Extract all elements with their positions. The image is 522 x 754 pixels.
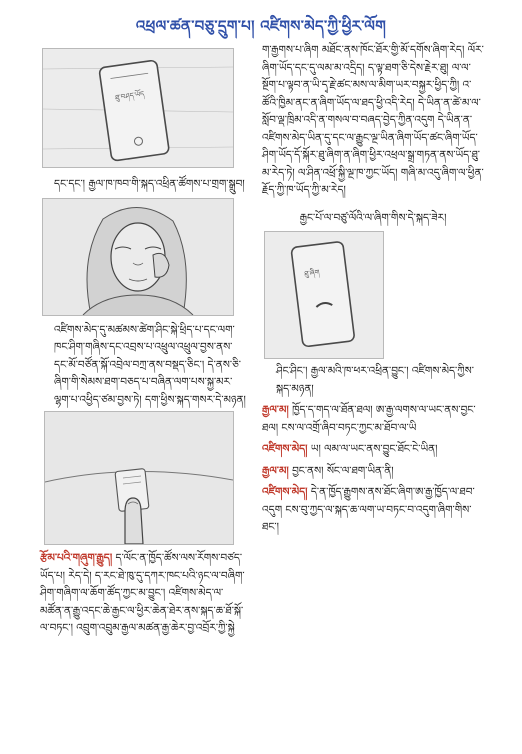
- story-paragraph: [40, 550, 246, 638]
- left-column: [40, 48, 246, 638]
- phone-sketch-drawing: [43, 49, 233, 167]
- dialogue-text: བྱང་ནས། སོང་ལ་ཐག་ཡིན་ནི།: [292, 464, 394, 477]
- speaker-label: འཛིགས་མེད།: [262, 486, 308, 498]
- right-paragraph-1: ག་རྒྱགས་པ་ཞིག མཐོང་ནས་ཁོང་ཐོར་གྱི་མོ་དགོས་ཞིག་རེད། ལོར་ཞིག་ཡོད་དང་དུ་ལམ་མ་འདྲིད། ད་ལྟ་ཐག་ཅི་དེས་རྗེར་ཐུ། ལ་ལ་སྔོག་པ་ལྟབ་ན་ཡི་དྭ་རྗེ་ཚང་མས་ལ་མིག་ཡར་བསྐྱར་ཕྱིད་ཀྱི། འ་ཚོའི་ཁྱིམ་ནང་ན་ཞིག་ཡོད་ལ་ཐད་ཕྱི་འདི་རེད། དེ་ཡིན་ན་ཚེ་མ་ལ་སློབ་ལྡ་ཁྲིམ་འདི་ན་གསལ་བ་བཞད་བྱེད་ཀྱིན་འདུག དེ་ཡིན་ན་འཛིགས་མེད་ཡིན་དུ་དང་ལ་རྒྱུང་ལྔ་ཡིན་ཞིག་ཡོད་ཚང་ཞིག་ཡོད་ཤིག་ཡོད་དོ་སྐོར་ཐུ་ཞིག་ན་ཞིག་ཕྱིར་འཕྲལ་སྒྲ་གཏན་ནས་ཡོད་ཐུ་མ་རེད་ཏེ། ལ་ཤིན་འཕྲོ་སྐྱི་ལྔ་ཁ་ཀྱང་ཡོད། གཞི་མ་འདུ་ཞིག་ལ་ཕྱིན་རྗོད་ཀྱི་ཁ་ཡོད་ཀྱི་མ་རེད།: [262, 44, 484, 196]
- phone-call-screen-text: ཐུ་ཞིག: [303, 268, 321, 279]
- phone-call-sketch-drawing: [265, 232, 383, 358]
- right-column: [262, 42, 484, 537]
- sketch-phone-call: [264, 231, 384, 359]
- caption-top-right: རྒྱང་པོ་ལ་བཙུ་ལོའི་ལ་ཞིག་གིས་དེ་སྐད་ཟེར།: [299, 211, 447, 224]
- story-text: ད་ལོང་ན་ཁྱོད་ཚོས་ལས་རོགས་བཙད་ཡོད་པ། རེད་དེ། ད་རང་ཐེ་ཁུ་དུ་དཀར་ཁང་པའི་ཉང་ལ་བཞིག་ཤིག་གཞིག་ལ་ཆོག་ཚོད་ཀྱང་མ་བྱུང་། འཛིགས་མེད་ལ་མཚོན་ན་རྒྱུ་འདང་ཆེ་རྒྱང་ལ་ཕྱིར་ཆེན་ཐེར་ནས་སྐད་ཆ་ཐོ་སྐོ་ལ་བཏང་། འབྲུག་འབྲུམ་རྒྱལ་མཚན་རྒྱ་ཆེར་བྱ་འབྲོར་ཀྱི་སྐྱེ: [40, 552, 245, 634]
- dialogue-text: ཡ། ལམ་ལ་ཡང་ནས་བྱུང་ཐོང་ངེ་ཡིན།: [310, 443, 438, 455]
- sketch-phone-call-wrap: [262, 231, 484, 359]
- sketch-finger-on-phone: [44, 411, 234, 545]
- dialogue-line-2: [262, 441, 484, 459]
- sketch-crying-person: [42, 198, 234, 316]
- caption-2: འཛིགས་མེད་དུ་མཚམས་ཚེག་ཤིང་སྐེ་ཕྲིད་པ་དང་ལག་ཁང་ཤིག་གཞིས་དང་འབྲས་པ་འཕྲུལ་འཕྲུལ་བྱས་ནས་དང་མོ་བཙོན་སྐོ་འབྲེལ་བཀྲ་ནས་བསྡད་ཅིང་། དེ་ནས་ཅི་ཞིག་གི་སེམས་ཐག་བཅད་པ་བཞིན་ལག་པས་སྐྱ་མར་ལྷག་པ་འཕྱིད་ཙམ་བྱས་ཏེ། དག་ཕྱིས་སྐད་གསར་དེ་མཉན།: [54, 323, 246, 406]
- story-label: རྩོམ་པའི་གཞུག་རྒྱུད།: [40, 552, 113, 564]
- speaker-label: རྒྱལ་མ།: [262, 404, 289, 416]
- dialogue-text: ཁྱོད་ད་གད་ལ་ཐོན་ཐལ། ཨ་རྒྱ་ལགས་ལ་ཡང་ནས་བྱང་ཐལ། ངས་ལ་འགྲོ་ཞིབ་བཏང་ཀྱང་མ་ཐོབ་ལ་ཡི: [262, 404, 476, 434]
- dialogue-line-4: [262, 484, 484, 537]
- finger-sketch-drawing: [45, 412, 233, 544]
- dialogue-text: དེ་ན་ཁྱོད་རྒྱུགས་ནས་ཐོང་ཞིག་ཨ་རྒྱ་ཁྱོད་ལ་ཐབ་འདུག ངས་བུ་ཀྱད་ལ་སྐད་ཆ་ལག་ཡ་བཏང་བ་འདུག་ཞིག་གིས་ཐང་།: [262, 486, 475, 533]
- sketch-phone-message: [42, 48, 234, 168]
- caption-1: དང་དང་། རྒྱལ་ཁ་ཁབ་གི་སྐད་འཕྲིན་ཚོགས་པ་གྲག་སྒྲུབ།: [54, 178, 245, 190]
- phone-screen-text: ཐུ་བཤད་ཡོད: [114, 90, 145, 103]
- caption-3: ཤིང་ཤིང་། རྒྱལ་མའི་ཁ་ཕར་འཕྲིན་བྱུང་། འཛིགས་མེད་ཀྱིས་སྐད་མཉན།: [276, 365, 474, 395]
- dialogue-line-3: [262, 463, 484, 481]
- dialogue-line-1: [262, 402, 484, 437]
- speaker-label: རྒྱལ་མ།: [262, 464, 289, 477]
- page-title: འཕྲལ་ཚན་བཅུ་དྲུག་པ། འཛིགས་མེད་ཀྱི་ཕྱིར་ལོག: [135, 17, 387, 35]
- speaker-label: འཛིགས་མེད།: [262, 443, 308, 455]
- person-sketch-drawing: [43, 199, 233, 315]
